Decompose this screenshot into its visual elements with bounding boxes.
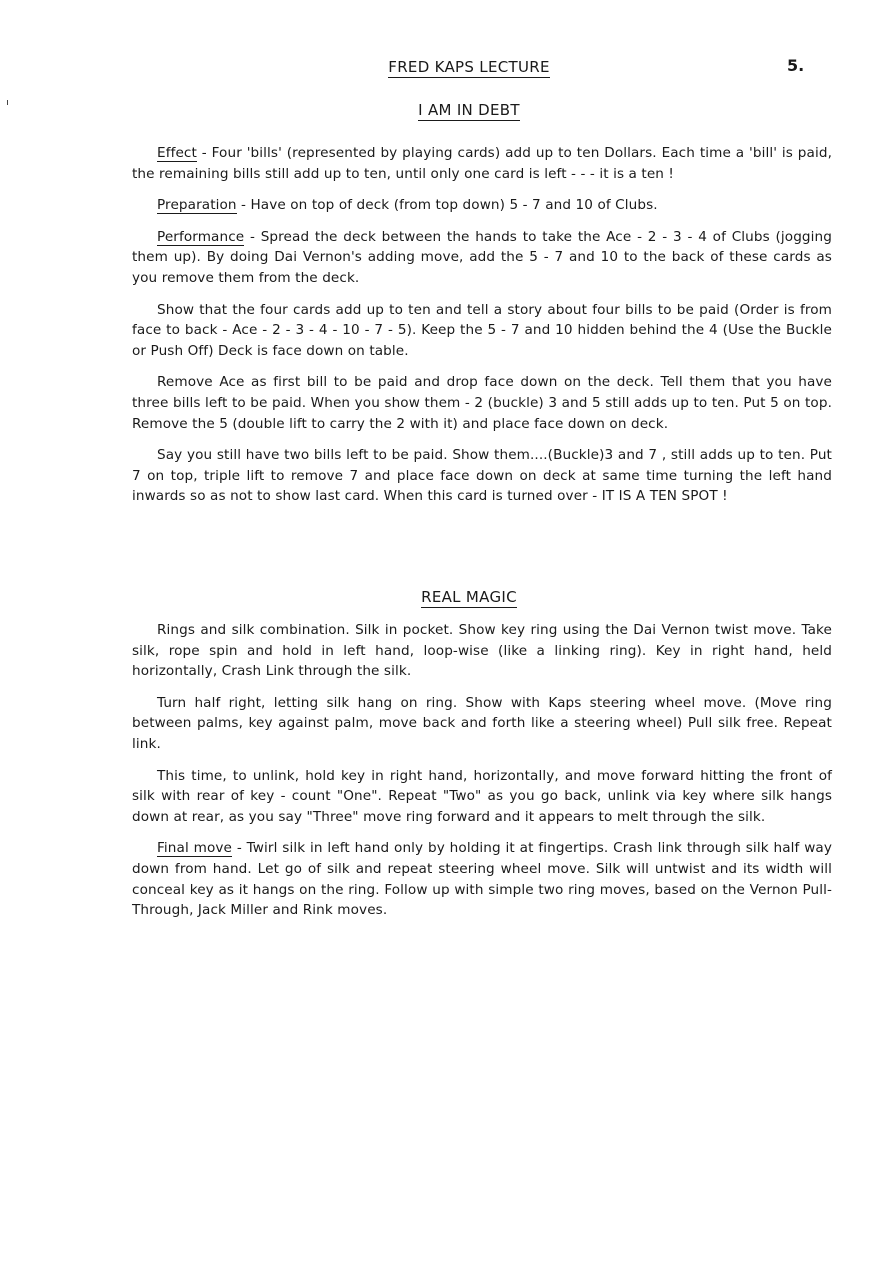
section-body-i-am-in-debt <box>132 143 832 518</box>
preparation-paragraph <box>132 195 832 216</box>
final-move-text: - Twirl silk in left hand only by holding it at fingertips. Crash link through silk half way down from hand. Let go of silk and repeat steering wheel move. Silk will untwist and its width will conceal key as it hangs on the ring. Follow up with simple two ring moves, based on the Vernon Pull-Through, Jack Miller and Rink moves. <box>132 840 832 919</box>
effect-text: - Four 'bills' (represented by playing cards) add up to ten Dollars. Each time a 'bill' is paid, the remaining bills still add up to ten, until only one card is left - - - it is a ten ! <box>132 145 832 182</box>
section-body-real-magic <box>132 620 832 932</box>
final-move-paragraph <box>132 838 832 920</box>
preparation-text: - Have on top of deck (from top down) 5 - 7 and 10 of Clubs. <box>236 197 658 214</box>
performance-text: - Spread the deck between the hands to take the Ace - 2 - 3 - 4 of Clubs (jogging them up). By doing Dai Vernon's adding move, add the 5 - 7 and 10 to the back of these cards as you remove them from the deck. <box>132 228 832 286</box>
performance-label: Performance <box>157 228 245 245</box>
effect-paragraph <box>132 143 832 184</box>
section-heading-real-magic: REAL MAGIC <box>421 588 517 606</box>
page-number: 5. <box>787 56 805 75</box>
unlink-paragraph: This time, to unlink, hold key in right hand, horizontally, and move forward hitting the front of silk with rear of key - count "One". Repeat "Two" as you go back, unlink via key where silk hangs down at rear, as you say "Three" move ring forward and it appears to melt through the silk. <box>132 767 832 825</box>
final-move-label: Final move <box>157 840 233 857</box>
lecture-title: FRED KAPS LECTURE <box>388 58 550 76</box>
rings-silk-paragraph: Rings and silk combination. Silk in pocket. Show key ring using the Dai Vernon twist move. Take silk, rope spin and hold in left hand, loop-wise (like a linking ring). Key in right hand, held horizontally, Crash Link through the silk. <box>132 622 832 680</box>
section-heading-i-am-in-debt: I AM IN DEBT <box>418 101 520 119</box>
turn-half-paragraph: Turn half right, letting silk hang on ring. Show with Kaps steering wheel move. (Move ring between palms, key against palm, move back and forth like a steering wheel) Pull silk free. Repeat link. <box>132 694 832 752</box>
performance-paragraph <box>132 227 832 289</box>
preparation-label: Preparation <box>157 197 237 214</box>
show-paragraph: Show that the four cards add up to ten and tell a story about four bills to be paid (Order is from face to back - Ace - 2 - 3 - 4 - 10 - 7 - 5). Keep the 5 - 7 and 10 hidden behind the 4 (Use the Buckle or Push Off) Deck is face down on table. <box>132 301 832 359</box>
two-bills-paragraph: Say you still have two bills left to be paid. Show them....(Buckle)3 and 7 , still adds up to ten. Put 7 on top, triple lift to remove 7 and place face down on deck at same time turning the left hand inwards so as not to show last card. When this card is turned over - IT IS A TEN SPOT ! <box>132 447 832 505</box>
effect-label: Effect <box>157 145 197 161</box>
remove-ace-paragraph: Remove Ace as first bill to be paid and drop face down on the deck. Tell them that you have three bills left to be paid. When you show them - 2 (buckle) 3 and 5 still adds up to ten. Put 5 on top. Remove the 5 (double lift to carry the 2 with it) and place face down on deck. <box>132 374 832 432</box>
